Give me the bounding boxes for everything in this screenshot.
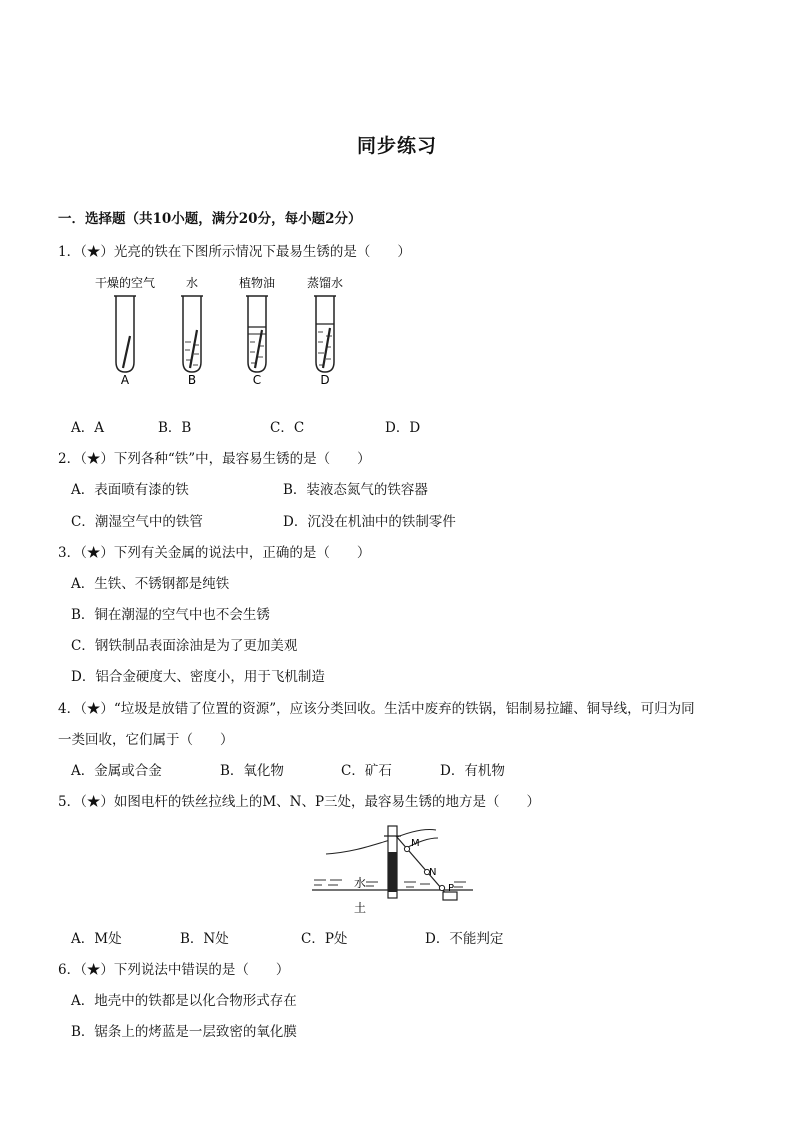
test-tubes-figure — [88, 272, 358, 392]
q6-option-a[interactable]: A．地壳中的铁都是以化合物形式存在 — [71, 993, 297, 1009]
q5-option-d[interactable]: D．不能判定 — [425, 931, 504, 947]
tube-letter-b: B — [187, 373, 197, 387]
iron-nail-d — [323, 328, 330, 368]
q5-option-a[interactable]: A．M处 — [71, 931, 122, 947]
q3-option-b[interactable]: B．铜在潮湿的空气中也不会生锈 — [71, 607, 270, 623]
tube-label-b: 水 — [185, 276, 199, 290]
label-m: M — [411, 838, 420, 849]
iron-nail-b — [190, 330, 197, 368]
q3-option-a[interactable]: A．生铁、不锈钢都是纯铁 — [71, 576, 230, 592]
iron-nail-c — [255, 330, 262, 368]
q5-option-b[interactable]: B．N处 — [180, 931, 229, 947]
tube-d — [314, 296, 336, 372]
point-m-marker — [404, 846, 409, 851]
q3-option-c[interactable]: C．钢铁制品表面涂油是为了更加美观 — [71, 638, 298, 654]
tube-label-c: 植物油 — [238, 276, 276, 290]
label-water: 水 — [354, 876, 367, 890]
question-2-stem: 2．（★）下列各种“铁”中，最容易生锈的是（ ） — [58, 451, 371, 467]
q1-option-a[interactable]: A．A — [71, 420, 104, 436]
q1-option-c[interactable]: C．C — [270, 420, 305, 436]
tube-b — [181, 296, 203, 372]
question-4-stem-line2: 一类回收，它们属于（ ） — [58, 732, 234, 748]
section-heading: 一．选择题（共10小题，满分20分，每小题2分） — [58, 211, 362, 227]
tube-label-d: 蒸馏水 — [306, 276, 344, 290]
question-3-stem: 3．（★）下列有关金属的说法中，正确的是（ ） — [58, 545, 371, 561]
q5-option-c[interactable]: C．P处 — [301, 931, 348, 947]
iron-nail-a — [123, 336, 130, 368]
q1-option-d[interactable]: D．D — [385, 420, 421, 436]
q4-option-c[interactable]: C．矿石 — [341, 763, 392, 779]
page-title: 同步练习 — [356, 135, 437, 157]
tube-a — [114, 296, 136, 372]
question-5-stem: 5．（★）如图电杆的铁丝拉线上的M、N、P三处，最容易生锈的地方是（ ） — [58, 794, 541, 810]
utility-pole-figure — [308, 822, 478, 918]
tube-letter-d: D — [320, 373, 330, 387]
tube-letter-c: C — [252, 373, 262, 387]
tube-label-a: 干燥的空气 — [94, 276, 156, 290]
q2-option-c[interactable]: C．潮湿空气中的铁管 — [71, 514, 203, 530]
q1-option-b[interactable]: B．B — [158, 420, 192, 436]
label-p: P — [448, 883, 455, 894]
q2-option-b[interactable]: B．装液态氮气的铁容器 — [283, 482, 428, 498]
label-n: N — [429, 867, 437, 878]
question-6-stem: 6．（★）下列说法中错误的是（ ） — [58, 962, 290, 978]
point-p-marker — [439, 885, 444, 890]
q6-option-b[interactable]: B．锯条上的烤蓝是一层致密的氧化膜 — [71, 1024, 297, 1040]
q3-option-d[interactable]: D．铝合金硬度大、密度小，用于飞机制造 — [71, 669, 325, 685]
q2-option-d[interactable]: D．沉没在机油中的铁制零件 — [283, 514, 456, 530]
tube-letter-a: A — [120, 373, 130, 387]
question-4-stem-line1: 4．（★）“垃圾是放错了位置的资源”，应该分类回收。生活中废弃的铁锅，铝制易拉罐、铜导线，可归为同 — [58, 701, 695, 717]
q2-option-a[interactable]: A．表面喷有漆的铁 — [71, 482, 189, 498]
q4-option-b[interactable]: B．氧化物 — [220, 763, 284, 779]
question-1-stem: 1．（★）光亮的铁在下图所示情况下最易生锈的是（ ） — [58, 244, 411, 260]
label-soil: 土 — [354, 901, 367, 915]
q4-option-d[interactable]: D．有机物 — [440, 763, 505, 779]
q4-option-a[interactable]: A．金属或合金 — [71, 763, 162, 779]
tube-c — [246, 296, 268, 372]
